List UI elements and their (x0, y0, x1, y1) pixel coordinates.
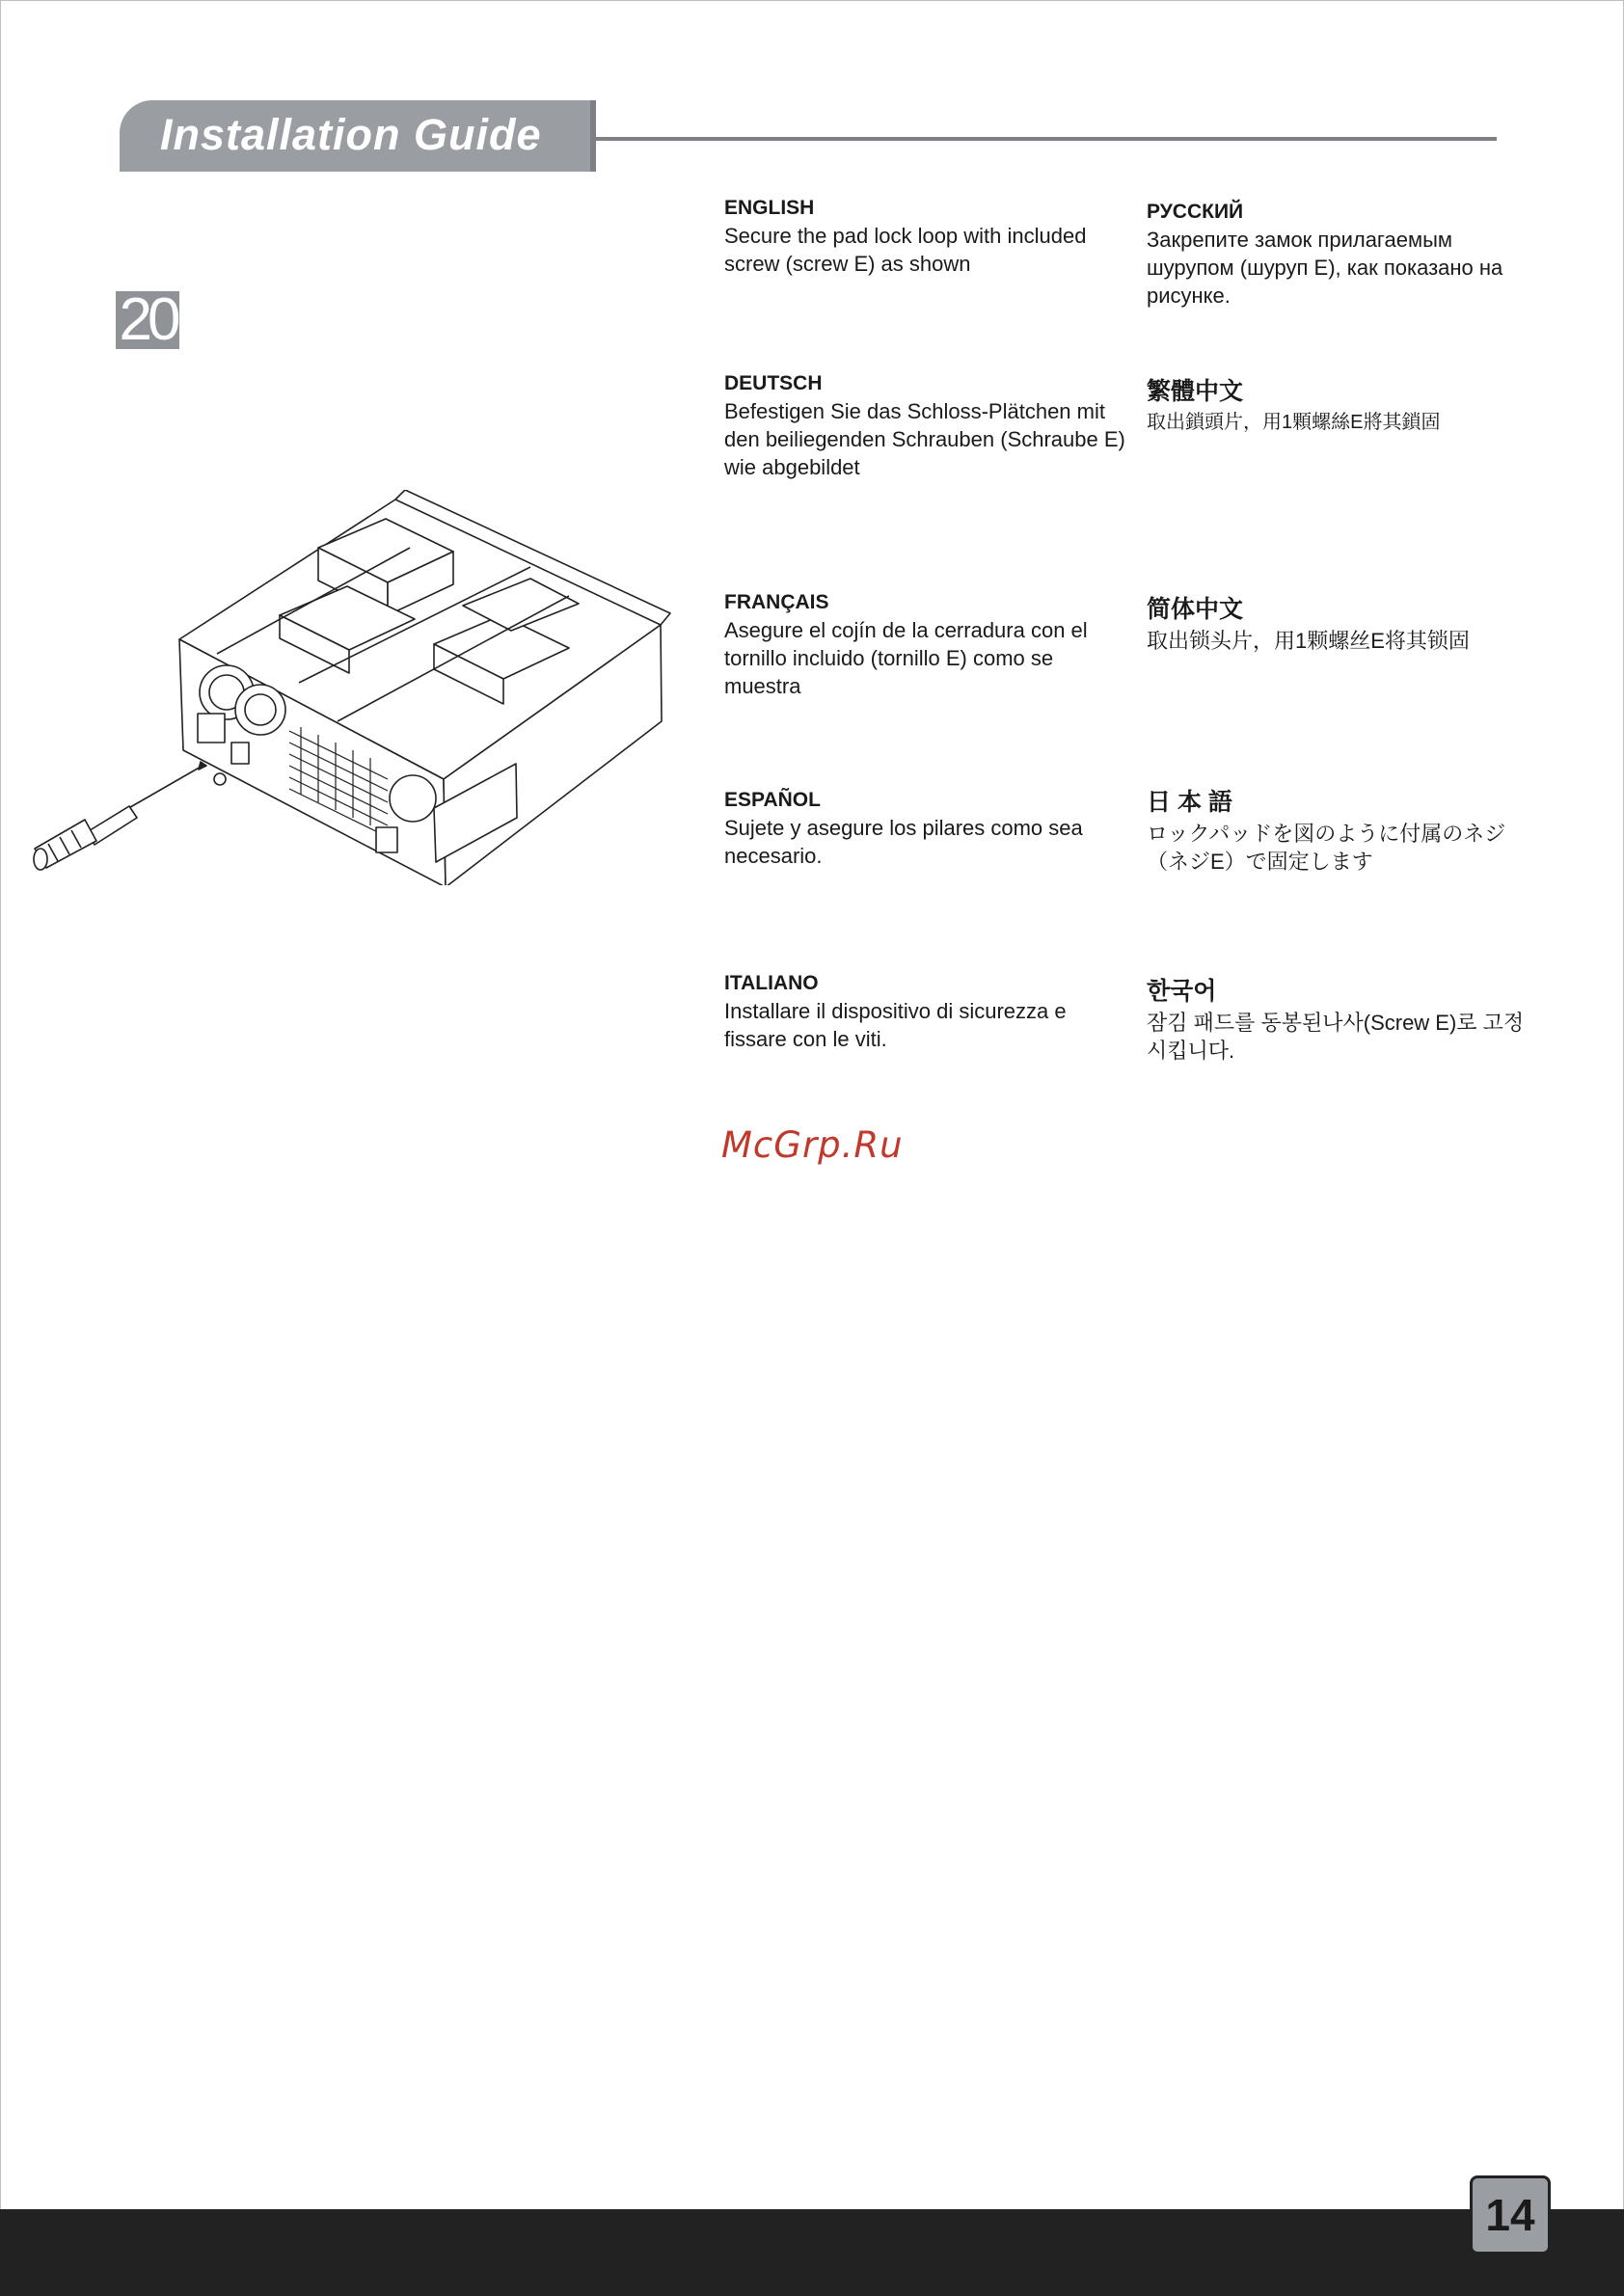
header-rule (596, 137, 1497, 141)
page-number: 14 (1470, 2175, 1551, 2255)
lang-heading-francais: FRANÇAIS (724, 591, 829, 613)
lang-text-deutsch: Befestigen Sie das Schloss-Plätchen mit den beiliegenden Schrauben (Schraube E) wie abgebildet (724, 399, 1125, 479)
lang-block-italiano (724, 972, 1129, 1053)
lang-block-espanol (724, 789, 1129, 870)
lang-block-english (724, 197, 1129, 278)
lang-text-trad-chinese: 取出鎖頭片，用1顆螺絲E將其鎖固 (1147, 412, 1441, 433)
lang-block-simp-chinese (1147, 590, 1542, 655)
lang-text-korean: 잠김 패드를 동봉된나사(Screw E)로 고정시킵니다. (1147, 1011, 1525, 1063)
step-number-badge: 20 (116, 291, 179, 349)
watermark: McGrp.Ru (721, 1124, 904, 1166)
lang-heading-english: ENGLISH (724, 197, 815, 219)
lang-heading-russian: РУССКИЙ (1147, 201, 1244, 223)
case-padlock-illustration (29, 490, 675, 885)
lang-block-russian (1147, 201, 1542, 310)
footer-bar (0, 2209, 1624, 2296)
lang-text-japanese: ロックパッドを図のように付属のネジ（ネジE）で固定します (1147, 822, 1506, 874)
lang-text-simp-chinese: 取出锁头片，用1颗螺丝E将其锁固 (1147, 629, 1470, 653)
lang-heading-simp-chinese: 简体中文 (1147, 596, 1244, 623)
lang-heading-espanol: ESPAÑOL (724, 789, 821, 811)
lang-block-trad-chinese (1147, 372, 1542, 437)
lang-heading-trad-chinese: 繁體中文 (1147, 378, 1244, 405)
lang-block-francais (724, 591, 1129, 700)
lang-text-espanol: Sujete y asegure los pilares como sea necesario. (724, 816, 1083, 868)
lang-heading-korean: 한국어 (1147, 978, 1217, 1005)
lang-text-francais: Asegure el cojín de la cerradura con el tornillo incluido (tornillo E) como se muestra (724, 618, 1088, 698)
lang-text-italiano: Installare il dispositivo di sicurezza e fissare con le viti. (724, 999, 1067, 1051)
lang-block-deutsch (724, 372, 1129, 481)
lang-heading-japanese: 日 本 語 (1147, 789, 1232, 816)
page-title: Installation Guide (160, 110, 542, 159)
lang-block-japanese (1147, 783, 1542, 876)
lang-heading-deutsch: DEUTSCH (724, 372, 823, 394)
lang-text-russian: Закрепите замок прилагаемым шурупом (шуруп E), как показано на рисунке. (1147, 228, 1503, 308)
lang-block-korean (1147, 972, 1542, 1065)
lang-text-english: Secure the pad lock loop with included screw (screw E) as shown (724, 224, 1087, 276)
lang-heading-italiano: ITALIANO (724, 972, 819, 994)
